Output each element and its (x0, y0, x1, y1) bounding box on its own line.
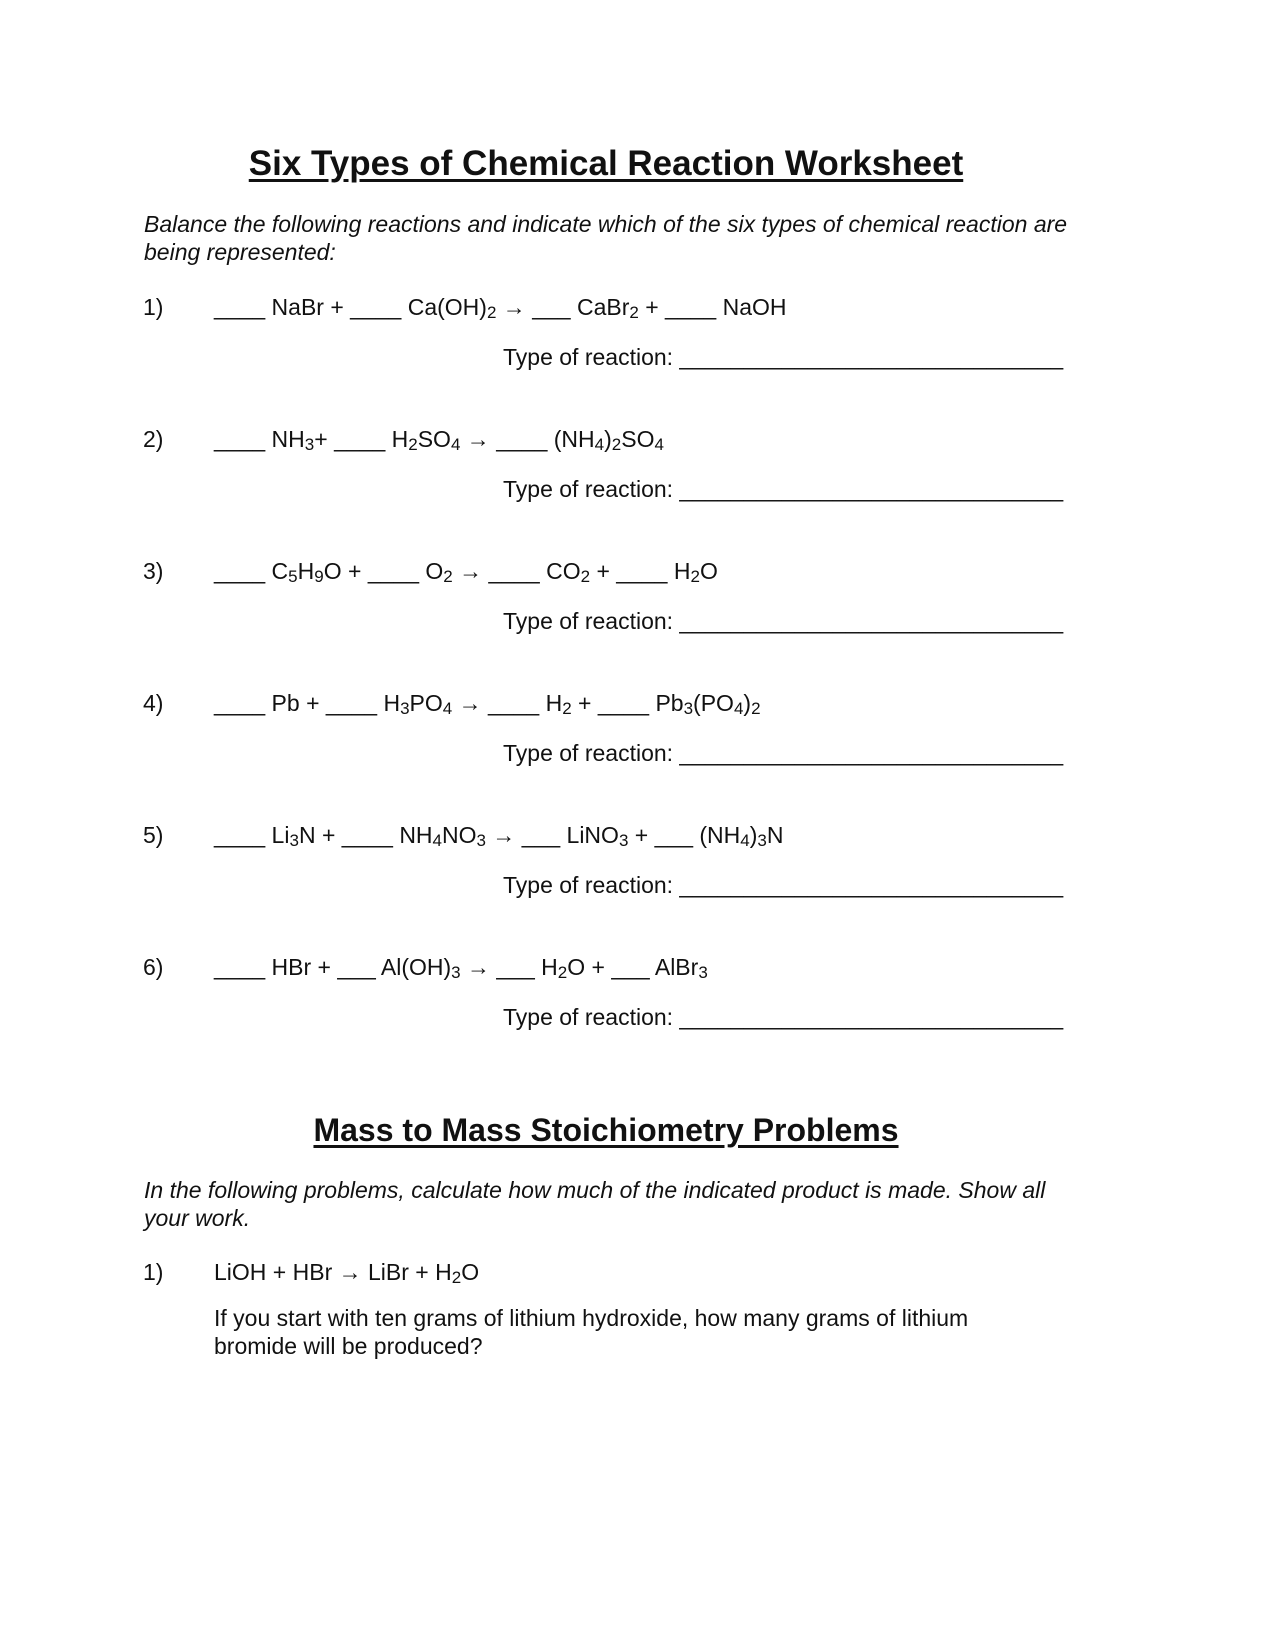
equation-text: ) (743, 690, 752, 716)
subscript: 4 (594, 435, 605, 454)
problem-question: If you start with ten grams of lithium hydroxide, how many grams of lithium bromide will be produced? (214, 1305, 969, 1359)
equation-text: + ____ H (314, 426, 409, 452)
section-instructions: In the following problems, calculate how much of the indicated product is made. Show all your work. (144, 1177, 1046, 1231)
equation-text: ____ Li (214, 822, 290, 848)
reaction-number: 3) (143, 558, 164, 584)
subscript: 4 (740, 831, 750, 850)
equation-text: ____ Pb + ____ H (214, 690, 401, 716)
reaction-number: 6) (143, 954, 164, 980)
subscript: 3 (451, 963, 461, 982)
equation-text: O (461, 1259, 480, 1285)
subscript: 2 (451, 1268, 462, 1287)
reaction-equation (214, 426, 664, 453)
equation-text: O + ___ AlBr (567, 954, 699, 980)
instructions: Balance the following reactions and indicate which of the six types of chemical reaction are being represented: (144, 211, 1068, 265)
reaction-type-line[interactable]: Type of reaction: ______________________________ (503, 476, 1064, 502)
equation-text: ) (749, 822, 758, 848)
subscript: 3 (476, 831, 486, 850)
equation-text: → ___ LiNO (485, 822, 619, 848)
equation-text: → ____ (NH (460, 426, 595, 452)
subscript: 2 (751, 699, 761, 718)
equation-text: + ___ (NH (628, 822, 741, 848)
subscript: 3 (757, 831, 767, 850)
reaction-equation (214, 690, 761, 717)
subscript: 2 (562, 699, 572, 718)
subscript: 4 (442, 699, 453, 718)
equation-text: LiOH + HBr → LiBr + H (214, 1259, 452, 1285)
reaction-equation (214, 954, 708, 981)
equation-text: NO (442, 822, 477, 848)
reaction-equation (214, 558, 718, 585)
equation-text: O + ____ O (323, 558, 444, 584)
subscript: 2 (611, 435, 622, 454)
equation-text: SO (417, 426, 451, 452)
subscript: 2 (629, 303, 639, 322)
section-title: Mass to Mass Stoichiometry Problems (313, 1112, 899, 1148)
reaction-number: 2) (143, 426, 164, 452)
reaction-number: 5) (143, 822, 164, 848)
equation-text: + ____ Pb (571, 690, 684, 716)
subscript: 5 (288, 567, 298, 586)
equation-text: → ___ CaBr (496, 294, 630, 320)
subscript: 2 (690, 567, 700, 586)
equation-text: + ____ H (590, 558, 691, 584)
subscript: 2 (486, 303, 497, 322)
equation-text: → ___ H (460, 954, 558, 980)
subscript: 2 (580, 567, 591, 586)
equation-text: (PO (693, 690, 734, 716)
problem-equation (214, 1259, 479, 1286)
equation-text: N + ____ NH (298, 822, 433, 848)
reaction-equation (214, 294, 787, 321)
reaction-type-line[interactable]: Type of reaction: ______________________________ (503, 740, 1064, 766)
reaction-equation (214, 822, 784, 849)
equation-text: ____ HBr + ___ Al(OH) (214, 954, 452, 980)
reaction-number: 1) (143, 294, 164, 320)
subscript: 3 (289, 831, 299, 850)
subscript: 4 (733, 699, 744, 718)
equation-text: SO (621, 426, 655, 452)
subscript: 9 (314, 567, 324, 586)
worksheet-title: Six Types of Chemical Reaction Worksheet (248, 144, 964, 183)
subscript: 3 (400, 699, 410, 718)
equation-text: ) (604, 426, 612, 452)
problem-number: 1) (143, 1259, 164, 1285)
equation-text: ____ NH (214, 426, 305, 452)
subscript: 4 (450, 435, 461, 454)
subscript: 3 (618, 831, 629, 850)
equation-text: O (699, 558, 718, 584)
equation-text: ____ C (214, 558, 289, 584)
reaction-type-line[interactable]: Type of reaction: ______________________________ (503, 872, 1064, 898)
reaction-type-line[interactable]: Type of reaction: ______________________________ (503, 1004, 1064, 1030)
equation-text: ____ NaBr + ____ Ca(OH) (214, 294, 487, 320)
equation-text: PO (409, 690, 443, 716)
reaction-number: 4) (143, 690, 164, 716)
equation-text: H (297, 558, 315, 584)
reaction-type-line[interactable]: Type of reaction: ______________________________ (503, 344, 1064, 370)
reaction-type-line[interactable]: Type of reaction: ______________________________ (503, 608, 1064, 634)
equation-text: → ____ H (452, 690, 563, 716)
equation-text: + ____ NaOH (638, 294, 787, 320)
subscript: 3 (683, 699, 694, 718)
equation-text: → ____ CO (452, 558, 581, 584)
subscript: 2 (557, 963, 568, 982)
subscript: 2 (408, 435, 418, 454)
subscript: 3 (304, 435, 315, 454)
equation-text: N (766, 822, 784, 848)
subscript: 4 (432, 831, 443, 850)
subscript: 3 (698, 963, 708, 982)
subscript: 2 (443, 567, 453, 586)
subscript: 4 (654, 435, 664, 454)
